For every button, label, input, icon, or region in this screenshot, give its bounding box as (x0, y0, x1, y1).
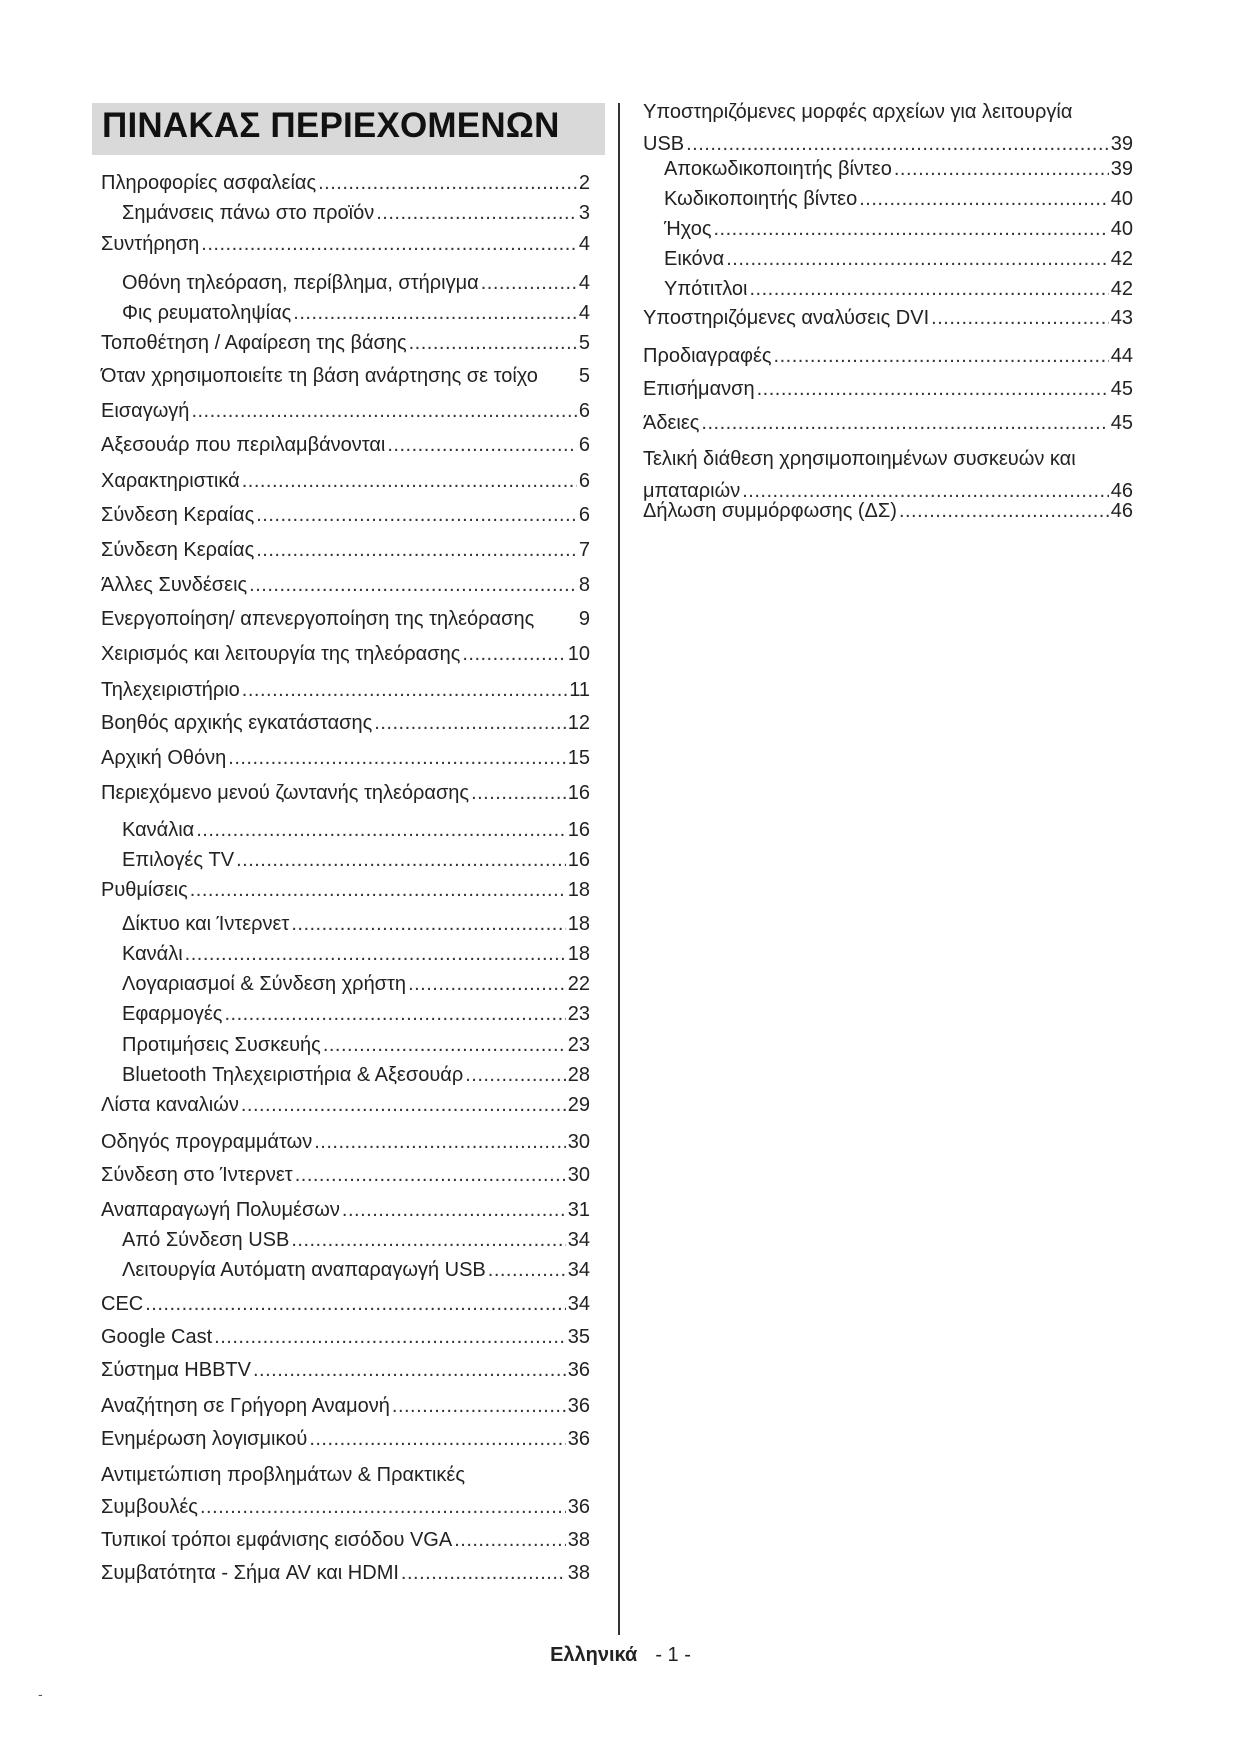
toc-page-number: 4 (578, 233, 590, 255)
toc-entry-label: Συμβατότητα - Σήμα AV και HDMI (101, 1562, 399, 1584)
toc-entry[interactable] (101, 573, 590, 597)
toc-entry[interactable] (101, 1130, 590, 1154)
toc-entry[interactable] (664, 217, 1133, 241)
toc-page-number: 38 (567, 1529, 590, 1551)
toc-page-number: 23 (567, 1034, 590, 1056)
toc-entry[interactable] (122, 818, 590, 842)
toc-page-number: 38 (567, 1562, 590, 1584)
toc-entry-label: Σύνδεση στο Ίντερνετ (101, 1164, 293, 1186)
column-divider (618, 103, 620, 1635)
toc-leader-dots (191, 399, 576, 423)
toc-entry-label: Χαρακτηριστικά (101, 470, 240, 492)
toc-page-number: 6 (578, 470, 590, 492)
toc-page-number: 46 (1110, 480, 1133, 502)
toc-entry-label: Αποκωδικοποιητής βίντεο (664, 158, 892, 180)
toc-entry[interactable] (101, 1093, 590, 1117)
toc-page-number: 39 (1110, 133, 1133, 155)
toc-entry[interactable] (101, 469, 590, 493)
toc-entry[interactable] (664, 247, 1133, 271)
toc-leader-dots (750, 277, 1109, 301)
toc-leader-dots (253, 1358, 566, 1382)
toc-page-number: 4 (578, 272, 590, 294)
toc-entry[interactable] (101, 1292, 590, 1316)
toc-entry-label: Σύνδεση Κεραίας (101, 504, 255, 526)
toc-leader-dots (342, 1198, 566, 1222)
toc-leader-dots (201, 232, 577, 256)
toc-entry-label: Επιλογές TV (122, 849, 235, 871)
toc-page-number: 46 (1110, 500, 1133, 522)
toc-page-number: 10 (567, 643, 590, 665)
toc-entry[interactable] (664, 187, 1133, 211)
toc-leader-dots (295, 1163, 566, 1187)
toc-leader-dots (190, 878, 566, 902)
toc-entry[interactable] (101, 331, 590, 355)
toc-entry-label: Συμβουλές (101, 1496, 198, 1518)
toc-page-number: 4 (578, 302, 590, 324)
toc-entry-label: Ήχος (664, 218, 712, 240)
toc-entry-label: Αρχική Οθόνη (101, 747, 227, 769)
toc-page-number: 12 (567, 712, 590, 734)
toc-entry[interactable] (122, 942, 590, 966)
toc-entry-label: Τηλεχειριστήριο (101, 679, 240, 701)
toc-entry[interactable] (122, 1002, 590, 1026)
toc-entry[interactable] (101, 232, 590, 256)
toc-leader-dots (757, 377, 1109, 401)
toc-entry-label: Υποστηριζόμενες αναλύσεις DVI (643, 307, 930, 329)
toc-entry-label: Συντήρηση (101, 233, 200, 255)
toc-page-number: 40 (1110, 188, 1133, 210)
toc-entry[interactable] (664, 277, 1133, 301)
toc-entry[interactable] (101, 503, 590, 527)
toc-page-number: 43 (1110, 307, 1133, 329)
toc-entry[interactable] (101, 878, 590, 902)
toc-entry[interactable] (101, 1561, 590, 1585)
toc-entry-label: Εικόνα (664, 248, 725, 270)
toc-leader-dots (726, 247, 1109, 271)
toc-leader-dots (392, 1394, 566, 1418)
toc-leader-dots (894, 157, 1109, 181)
toc-page-number: 18 (567, 913, 590, 935)
toc-entry[interactable] (101, 781, 590, 805)
toc-entry-label: Υποστηριζόμενες μορφές αρχείων για λειτουργία (643, 101, 1073, 123)
toc-entry[interactable] (101, 1325, 590, 1349)
toc-entry[interactable] (101, 1394, 590, 1418)
toc-leader-dots (309, 1427, 565, 1451)
toc-entry-label: Άδειες (643, 412, 700, 434)
toc-leader-dots (323, 1033, 566, 1057)
toc-entry[interactable] (122, 1228, 590, 1252)
toc-page-number: 23 (567, 1003, 590, 1025)
toc-page-number: 6 (578, 400, 590, 422)
toc-page-number: 15 (567, 747, 590, 769)
page-footer (0, 1644, 1241, 1667)
toc-page-number: 7 (578, 539, 590, 561)
toc-entry-label: Επισήμανση (643, 378, 755, 400)
toc-page-number: 34 (567, 1293, 590, 1315)
toc-entry-label: Ρυθμίσεις (101, 879, 188, 901)
toc-leader-dots (200, 1495, 566, 1519)
toc-entry[interactable] (101, 746, 590, 770)
toc-entry[interactable] (664, 157, 1133, 181)
toc-entry-label: Άλλες Συνδέσεις (101, 574, 248, 596)
toc-entry-label: Υπότιτλοι (664, 278, 748, 300)
toc-leader-dots (291, 912, 565, 936)
toc-leader-dots (314, 1130, 566, 1154)
toc-entry-label: Αντιμετώπιση προβλημάτων & Πρακτικές (101, 1464, 465, 1486)
toc-page-number: 30 (567, 1131, 590, 1153)
toc-entry-label: Λογαριασμοί & Σύνδεση χρήστη (122, 973, 407, 995)
toc-leader-dots (214, 1325, 566, 1349)
toc-entry-label: Οθόνη τηλεόραση, περίβλημα, στήριγμα (122, 272, 479, 294)
toc-entry[interactable] (101, 678, 590, 702)
toc-entry[interactable] (101, 642, 590, 666)
toc-page-number: 3 (578, 202, 590, 224)
toc-page-number: 30 (567, 1164, 590, 1186)
toc-entry-label: Google Cast (101, 1326, 213, 1348)
toc-entry-label: Τοποθέτηση / Αφαίρεση της βάσης (101, 332, 407, 354)
toc-entry-label: Σύνδεση Κεραίας (101, 539, 255, 561)
toc-entry-label: Δήλωση συμμόρφωσης (ΔΣ) (643, 500, 897, 522)
toc-entry[interactable] (101, 1528, 590, 1552)
toc-leader-dots (899, 499, 1109, 523)
toc-entry[interactable] (101, 364, 590, 388)
toc-page-number: 39 (1110, 158, 1133, 180)
toc-leader-dots (409, 331, 577, 355)
toc-leader-dots (224, 1002, 565, 1026)
toc-leader-dots (713, 217, 1108, 241)
toc-page-number: 16 (567, 849, 590, 871)
toc-leader-dots (228, 746, 565, 770)
toc-entry[interactable] (101, 1163, 590, 1187)
toc-leader-dots (185, 942, 566, 966)
toc-page-number: 5 (578, 365, 590, 387)
toc-entry-label: Χειρισμός και λειτουργία της τηλεόρασης (101, 643, 461, 665)
toc-entry[interactable] (101, 607, 590, 631)
footer-page-number: - 1 - (655, 1644, 691, 1666)
toc-leader-dots (249, 573, 577, 597)
toc-entry[interactable] (122, 1063, 590, 1087)
toc-page-number: 5 (578, 332, 590, 354)
toc-entry[interactable] (643, 377, 1133, 401)
toc-leader-dots (454, 1528, 566, 1552)
toc-leader-dots (686, 132, 1109, 156)
toc-leader-dots (242, 678, 567, 702)
toc-leader-dots (291, 1228, 565, 1252)
toc-leader-dots (465, 1063, 566, 1087)
toc-entry[interactable] (122, 271, 590, 295)
toc-page-number: 22 (567, 973, 590, 995)
toc-page-number: 44 (1110, 345, 1133, 367)
toc-entry-label: Λειτουργία Αυτόματη αναπαραγωγή USB (122, 1259, 486, 1281)
toc-entry-label: Προδιαγραφές (643, 345, 772, 367)
toc-leader-dots (196, 818, 566, 842)
toc-page-number: 6 (578, 504, 590, 526)
toc-entry-label: Εισαγωγή (101, 400, 190, 422)
toc-page-number: 42 (1110, 278, 1133, 300)
toc-entry[interactable] (643, 344, 1133, 368)
toc-leader-dots (481, 271, 577, 295)
toc-entry[interactable] (643, 411, 1133, 435)
toc-entry[interactable] (101, 1427, 590, 1451)
toc-leader-dots (462, 642, 565, 666)
toc-page-number: 36 (567, 1395, 590, 1417)
toc-page-number: 28 (567, 1064, 590, 1086)
toc-page-number: 45 (1110, 412, 1133, 434)
toc-leader-dots (374, 711, 565, 735)
toc-entry[interactable] (122, 301, 590, 325)
toc-entry-label: Τυπικοί τρόποι εμφάνισης εισόδου VGA (101, 1529, 453, 1551)
toc-entry[interactable] (101, 399, 590, 423)
toc-entry-label: μπαταριών (643, 480, 741, 502)
toc-page-number: 36 (567, 1428, 590, 1450)
toc-leader-dots (318, 171, 577, 195)
toc-page-number: 2 (578, 172, 590, 194)
toc-page-number: 35 (567, 1326, 590, 1348)
toc-entry-label: Αξεσουάρ που περιλαμβάνονται (101, 434, 386, 456)
toc-entry-label: Λίστα καναλιών (101, 1094, 239, 1116)
toc-page-number: 31 (567, 1199, 590, 1221)
toc-entry-label: CEC (101, 1293, 144, 1315)
toc-leader-dots (859, 187, 1109, 211)
toc-page-number: 6 (578, 434, 590, 456)
toc-entry-label: USB (643, 133, 685, 155)
toc-leader-dots (774, 344, 1109, 368)
toc-entry-label: Από Σύνδεση USB (122, 1229, 290, 1251)
toc-entry[interactable] (101, 171, 590, 195)
toc-entry-label: Κωδικοποιητής βίντεο (664, 188, 858, 210)
toc-page-number: 18 (567, 943, 590, 965)
toc-entry[interactable] (643, 132, 1133, 156)
toc-entry-label: Περιεχόμενο μενού ζωντανής τηλεόρασης (101, 782, 470, 804)
toc-entry-label: Προτιμήσεις Συσκευής (122, 1034, 321, 1056)
toc-entry-label: Bluetooth Τηλεχειριστήρια & Αξεσουάρ (122, 1064, 464, 1086)
toc-entry-label: Εφαρμογές (122, 1003, 223, 1025)
toc-entry-label: Φις ρευματοληψίας (122, 302, 292, 324)
toc-entry[interactable] (101, 1495, 590, 1519)
toc-entry-label: Πληροφορίες ασφαλείας (101, 172, 317, 194)
toc-page-number: 16 (567, 819, 590, 841)
toc-leader-dots (236, 848, 566, 872)
toc-entry[interactable] (101, 538, 590, 562)
toc-page-number: 34 (567, 1229, 590, 1251)
toc-leader-dots (256, 503, 577, 527)
toc-page-number: 45 (1110, 378, 1133, 400)
toc-entry-label: Ενημέρωση λογισμικού (101, 1428, 308, 1450)
toc-leader-dots (242, 469, 577, 493)
toc-leader-dots (145, 1292, 566, 1316)
toc-entry[interactable] (122, 848, 590, 872)
toc-page-number: 36 (567, 1496, 590, 1518)
toc-entry[interactable] (122, 201, 590, 225)
toc-entry-label: Βοηθός αρχικής εγκατάστασης (101, 712, 373, 734)
toc-leader-dots (376, 201, 577, 225)
toc-entry-label: Όταν χρησιμοποιείτε τη βάση ανάρτησης σε τοίχο (101, 365, 538, 387)
toc-entry-label: Σύστημα HBBTV (101, 1359, 251, 1381)
toc-entry-label: Δίκτυο και Ίντερνετ (122, 913, 290, 935)
footer-language: Ελληνικά (550, 1644, 638, 1666)
toc-leader-dots (471, 781, 566, 805)
toc-leader-dots (256, 538, 577, 562)
toc-leader-dots (293, 301, 577, 325)
toc-entry-label: Τελική διάθεση χρησιμοποιημένων συσκευών και (643, 448, 1076, 470)
page-title: ΠΙΝΑΚΑΣ ΠΕΡΙΕΧΟΜΕΝΩΝ (102, 106, 560, 145)
toc-entry-label: Κανάλι (122, 943, 183, 965)
toc-page-number: 8 (578, 574, 590, 596)
toc-leader-dots (488, 1258, 566, 1282)
toc-entry[interactable] (122, 972, 590, 996)
toc-entry-label: Αναπαραγωγή Πολυμέσων (101, 1199, 340, 1221)
toc-leader-dots (401, 1561, 566, 1585)
toc-entry-label: Κανάλια (122, 819, 195, 841)
toc-page-number: 34 (567, 1259, 590, 1281)
toc-page-number: 16 (567, 782, 590, 804)
toc-leader-dots (408, 972, 566, 996)
toc-entry[interactable] (101, 1198, 590, 1222)
toc-entry-label: Οδηγός προγραμμάτων (101, 1131, 313, 1153)
toc-page-number: 18 (567, 879, 590, 901)
toc-page-number: 9 (578, 608, 590, 630)
toc-page-number: 42 (1110, 248, 1133, 270)
toc-entry[interactable] (101, 711, 590, 735)
toc-page-number: 36 (567, 1359, 590, 1381)
toc-entry[interactable] (101, 1358, 590, 1382)
toc-leader-dots (241, 1093, 566, 1117)
margin-mark: - (38, 1686, 43, 1702)
toc-leader-dots (701, 411, 1108, 435)
toc-entry[interactable] (101, 433, 590, 457)
toc-entry-label: Σημάνσεις πάνω στο προϊόν (122, 202, 375, 224)
toc-entry[interactable] (122, 912, 590, 936)
toc-entry[interactable] (122, 1033, 590, 1057)
toc-leader-dots (387, 433, 577, 457)
toc-page-number: 29 (567, 1094, 590, 1116)
toc-page-number: 40 (1110, 218, 1133, 240)
toc-entry[interactable] (122, 1258, 590, 1282)
toc-entry[interactable] (643, 306, 1133, 330)
toc-entry-label: Αναζήτηση σε Γρήγορη Αναμονή (101, 1395, 390, 1417)
toc-page-number: 11 (569, 679, 590, 701)
toc-entry[interactable] (643, 499, 1133, 523)
toc-leader-dots (931, 306, 1109, 330)
toc-entry-label: Ενεργοποίηση/ απενεργοποίηση της τηλεόρασης (101, 608, 535, 630)
